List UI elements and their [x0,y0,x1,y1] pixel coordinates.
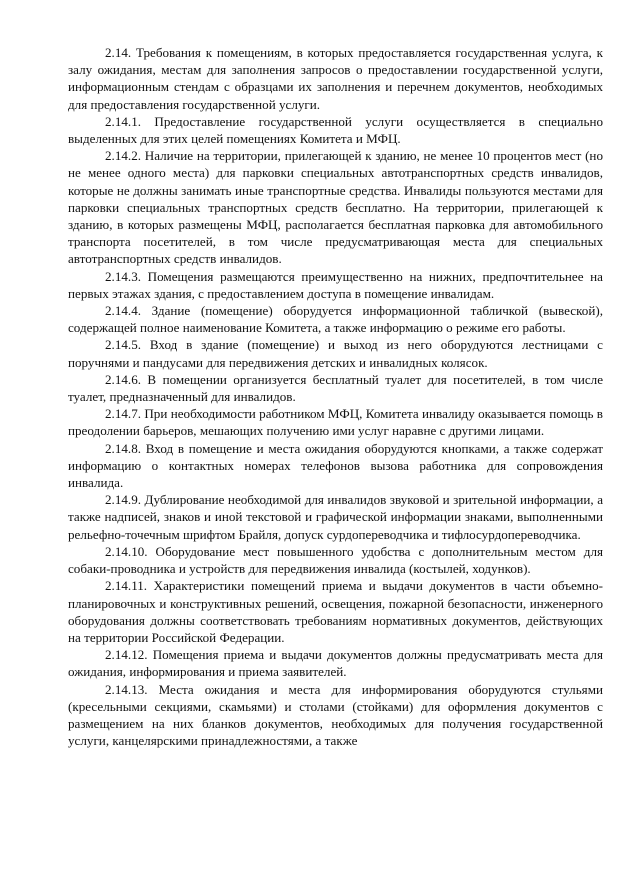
paragraph-2-14-9: 2.14.9. Дублирование необходимой для инвалидов звуковой и зрительной информации, а также надписей, знаков и иной текстовой и графической информации знаками, выполненными рельефно-точечным шрифтом Брайля, допуск сурдопереводчика и тифлосурдопереводчика. [68,492,603,542]
paragraph-2-14-12: 2.14.12. Помещения приема и выдачи документов должны предусматривать места для ожидания, информирования и приема заявителей. [68,647,603,680]
document-body [68,44,603,749]
paragraph-2-14-11: 2.14.11. Характеристики помещений приема и выдачи документов в части объемно-планировочных и конструктивных решений, освещения, пожарной безопасности, инженерного оборудования должны соответствовать требованиям нормативных документов, действующих на территории Российской Федерации. [68,578,603,645]
paragraph-2-14: 2.14. Требования к помещениям, в которых предоставляется государственная услуга, к залу ожидания, местам для заполнения запросов о предоставлении государственной услуги, информационным стендам с образцами их заполнения и перечнем документов, необходимых для предоставления государственной услуги. [68,45,603,112]
paragraph-2-14-2: 2.14.2. Наличие на территории, прилегающей к зданию, не менее 10 процентов мест (но не менее одного места) для парковки специальных автотранспортных средств инвалидов, которые не должны занимать иные транспортные средства. Инвалиды пользуются местами для парковки специальных транспортных средств бесплатно. На территории, прилегающей к зданию, в которых размещены МФЦ, располагается бесплатная парковка для автомобильного транспорта посетителей, в том числе предусматривающая места для специальных автотранспортных средств инвалидов. [68,148,603,267]
paragraph-2-14-1: 2.14.1. Предоставление государственной услуги осуществляется в специально выделенных для этих целей помещениях Комитета и МФЦ. [68,113,603,147]
paragraph-2-14-10: 2.14.10. Оборудование мест повышенного удобства с дополнительным местом для собаки-проводника и устройств для передвижения инвалида (костылей, ходунков). [68,543,603,577]
paragraph-2-14-5: 2.14.5. Вход в здание (помещение) и выход из него оборудуются лестницами с поручнями и пандусами для передвижения детских и инвалидных колясок. [68,337,603,370]
paragraph-2-14-13: 2.14.13. Места ожидания и места для информирования оборудуются стульями (кресельными секциями, скамьями) и столами (стойками) для оформления документов с размещением на них бланков документов, необходимых для получения государственной услуги, канцелярскими принадлежностями, а также [68,681,603,749]
paragraph-2-14-8: 2.14.8. Вход в помещение и места ожидания оборудуются кнопками, а также содержат информацию о контактных номерах телефонов вызова работника для сопровождения инвалида. [68,440,603,491]
paragraph-2-14-4: 2.14.4. Здание (помещение) оборудуется информационной табличкой (вывеской), содержащей полное наименование Комитета, а также информацию о режиме его работы. [68,303,603,336]
paragraph-2-14-3: 2.14.3. Помещения размещаются преимущественно на нижних, предпочтительнее на первых этажах здания, с предоставлением доступа в помещение инвалидам. [68,268,603,301]
paragraph-2-14-6: 2.14.6. В помещении организуется бесплатный туалет для посетителей, в том числе туалет, предназначенный для инвалидов. [68,371,603,405]
paragraph-2-14-7: 2.14.7. При необходимости работником МФЦ, Комитета инвалиду оказывается помощь в преодолении барьеров, мешающих получению ими услуг наравне с другими лицами. [68,406,603,439]
